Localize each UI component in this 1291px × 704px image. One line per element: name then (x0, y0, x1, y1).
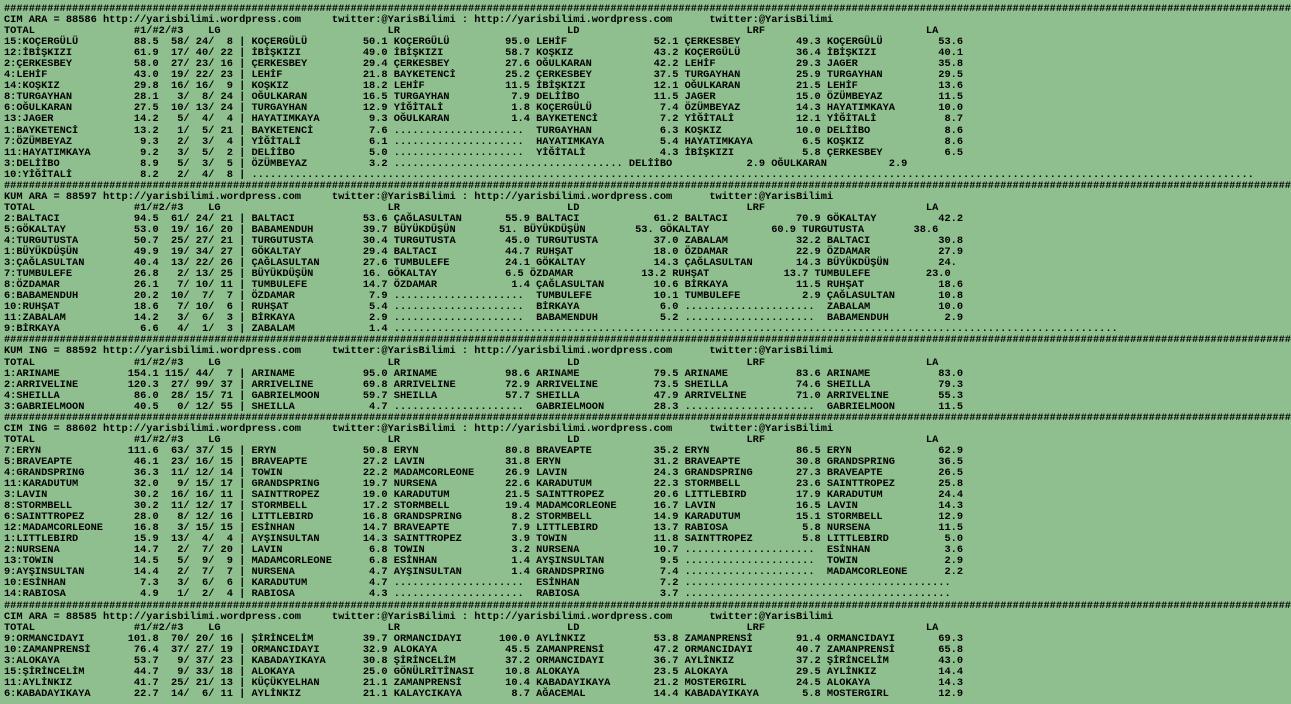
horse-stats-row: 10:YİĞİTALİ 8.2 2/ 4/ 8 | .................................................................................................................................................................. (4, 168, 1254, 181)
horse-stats-row: 4:TURGUTUSTA 50.7 25/ 27/ 21 | TURGUTUSTA 30.4 TURGUTUSTA 45.0 TURGUTUSTA 37.0 ZABALAM 32.2 BALTACI 30.8 (4, 234, 964, 247)
horse-stats-row: 1:BAYKETENCİ 13.2 1/ 5/ 21 | BAYKETENCİ 7.6 ..................... TURGAYHAN 6.3 KOŞKIZ 10.0 DELİİBO 8.6 (4, 124, 964, 137)
race-header-line: CIM ING = 88602 http://yarisbilimi.wordpress.com twitter:@YarisBilimi : http://yarisbilimi.wordpress.com twitter:@YarisBilimi (4, 422, 834, 435)
column-header-line: TOTAL #1/#2/#3 LG LR LD LRF LA (4, 621, 939, 634)
horse-stats-row: 8:ÖZDAMAR 26.1 7/ 10/ 11 | TUMBULEFE 14.7 ÖZDAMAR 1.4 ÇAĞLASULTAN 10.6 BİRKAYA 11.5 RUHŞAT 18.6 (4, 279, 964, 292)
horse-stats-row: 13:JAGER 14.2 5/ 4/ 4 | HAYATIMKAYA 9.3 OĞULKARAN 1.4 BAYKETENCİ 7.2 YİĞİTALİ 12.1 YİĞİTALİ 8.7 (4, 113, 964, 126)
horse-stats-row: 6:KABADAYIKAYA 22.7 14/ 6/ 11 | AYLİNKIZ 21.1 KALAYCIKAYA 8.7 AĞACEMAL 14.4 KABADAYIKAYA 5.8 MOSTERGIRL 12.9 (4, 687, 964, 700)
column-header-line: TOTAL #1/#2/#3 LG LR LD LRF LA (4, 356, 939, 369)
horse-stats-row: 5:GÖKALTAY 53.0 19/ 16/ 20 | BABAMENDUH 39.7 BÜYÜKDÜŞÜN 51. BÜYÜKDÜŞÜN 53. GÖKALTAY 60.9 TURGUTUSTA 38.6 (4, 223, 939, 236)
column-header-line: TOTAL #1/#2/#3 LG LR LD LRF LA (4, 25, 939, 38)
horse-stats-row: 7:ÖZÜMBEYAZ 9.3 2/ 3/ 4 | YİĞİTALİ 6.1 ..................... HAYATIMKAYA 5.4 HAYATIMKAYA 6.5 KOŞKIZ 8.6 (4, 135, 964, 148)
horse-stats-row: 6:OĞULKARAN 27.5 10/ 13/ 24 | TURGAYHAN 12.9 YİĞİTALİ 1.8 KOÇERGÜLÜ 7.4 ÖZÜMBEYAZ 14.3 HAYATIMKAYA 10.0 (4, 102, 964, 115)
horse-stats-row: 7:ERYN 111.6 63/ 37/ 15 | ERYN 50.8 ERYN 80.8 BRAVEAPTE 35.2 ERYN 86.5 ERYN 62.9 (4, 444, 964, 457)
race-header-line: CIM ARA = 88586 http://yarisbilimi.wordpress.com twitter:@YarisBilimi : http://yarisbilimi.wordpress.com twitter:@YarisBilimi (4, 14, 834, 27)
horse-stats-row: 11:AYLİNKIZ 41.7 25/ 21/ 13 | KÜÇÜKYELHAN 21.1 ZAMANPRENSİ 10.4 KABADAYIKAYA 21.2 MOSTERGIRL 24.5 ALOKAYA 14.3 (4, 676, 964, 689)
horse-stats-row: 2:BALTACI 94.5 61/ 24/ 21 | BALTACI 53.6 ÇAĞLASULTAN 55.9 BALTACI 61.2 BALTACI 70.9 GÖKALTAY 42.2 (4, 212, 964, 225)
horse-stats-row: 9:BİRKAYA 6.6 4/ 1/ 3 | ZABALAM 1.4 ..................................................................................................................... (4, 323, 1118, 336)
horse-stats-row: 3:ÇAĞLASULTAN 40.4 13/ 22/ 26 | ÇAĞLASULTAN 27.6 TUMBULEFE 24.1 GÖKALTAY 14.3 ÇAĞLASULTAN 14.3 BÜYÜKDÜŞÜN 24. (4, 257, 957, 270)
horse-stats-row: 2:NURSENA 14.7 2/ 7/ 20 | LAVIN 6.8 TOWIN 3.2 NURSENA 10.7 ..................... ESİNHAN 3.6 (4, 544, 964, 557)
horse-stats-row: 10:RUHŞAT 18.6 7/ 10/ 6 | RUHŞAT 5.4 ..................... BİRKAYA 6.0 ..................... ZABALAM 10.0 (4, 301, 964, 314)
column-header-line: TOTAL #1/#2/#3 LG LR LD LRF LA (4, 201, 939, 214)
race-header-line: KUM ARA = 88597 http://yarisbilimi.wordpress.com twitter:@YarisBilimi : http://yarisbilimi.wordpress.com twitter:@YarisBilimi (4, 190, 834, 203)
section-divider: ################################################################################################################################################################################################################ (4, 3, 1291, 15)
horse-stats-row: 14:RABIOSA 4.9 1/ 2/ 4 | RABIOSA 4.3 ..................... RABIOSA 3.7 ........................................... (4, 588, 951, 601)
horse-stats-row: 2:ARRIVELINE 120.3 27/ 99/ 37 | ARRIVELINE 69.8 ARRIVELINE 72.9 ARRIVELINE 73.5 SHEILLA 74.6 SHEILLA 79.3 (4, 378, 964, 391)
section-divider: ################################################################################################################################################################################################################ (4, 334, 1291, 347)
horse-stats-row: 6:BABAMENDUH 20.2 10/ 7/ 7 | ÖZDAMAR 7.9 ..................... TUMBULEFE 10.1 TUMBULEFE 2.9 ÇAĞLASULTAN 10.8 (4, 290, 964, 303)
race-analysis-report (4, 3, 1291, 704)
horse-stats-row: 15:KOÇERGÜLÜ 88.5 58/ 24/ 8 | KOÇERGÜLÜ 50.1 KOÇERGÜLÜ 95.0 LEHİF 52.1 ÇERKESBEY 49.3 KOÇERGÜLÜ 53.6 (4, 36, 964, 49)
horse-stats-row: 2:ÇERKESBEY 58.0 27/ 23/ 16 | ÇERKESBEY 29.4 ÇERKESBEY 27.6 OĞULKARAN 42.2 LEHİF 29.3 JAGER 35.8 (4, 58, 964, 71)
horse-stats-row: 11:ZABALAM 14.2 3/ 6/ 3 | BİRKAYA 2.9 ..................... BABAMENDUH 5.2 ..................... BABAMENDUH 2.9 (4, 312, 964, 325)
horse-stats-row: 13:TOWIN 14.5 5/ 9/ 9 | MADAMCORLEONE 6.8 ESİNHAN 1.4 AYŞINSULTAN 9.5 ..................... TOWIN 2.9 (4, 555, 964, 568)
race-header-line: CIM ARA = 88585 http://yarisbilimi.wordpress.com twitter:@YarisBilimi : http://yarisbilimi.wordpress.com twitter:@YarisBilimi (4, 610, 834, 623)
section-divider: ################################################################################################################################################################################################################ (4, 599, 1291, 612)
horse-stats-row: 15:ŞİRİNCELİM 44.7 9/ 33/ 18 | ALOKAYA 25.0 GÖNÜLRİTİNASI 10.8 ALOKAYA 23.5 ALOKAYA 29.5 AYLİNKIZ 14.4 (4, 665, 964, 678)
section-divider: ################################################################################################################################################################################################################ (4, 411, 1291, 424)
horse-stats-row: 9:ORMANCIDAYI 101.8 70/ 20/ 16 | ŞİRİNCELİM 39.7 ORMANCIDAYI 100.0 AYLİNKIZ 53.8 ZAMANPRENSİ 91.4 ORMANCIDAYI 69.3 (4, 632, 964, 645)
horse-stats-row: 14:KOŞKIZ 29.8 16/ 16/ 9 | KOŞKIZ 18.2 LEHİF 11.5 İBİŞKIZI 12.1 OĞULKARAN 21.5 LEHİF 13.6 (4, 80, 964, 93)
horse-stats-row: 10:ESİNHAN 7.3 3/ 6/ 6 | KARADUTUM 4.7 ..................... ESİNHAN 7.2 ........................................... (4, 577, 951, 590)
horse-stats-row: 10:ZAMANPRENSİ 76.4 37/ 27/ 19 | ORMANCIDAYI 32.9 ALOKAYA 45.5 ZAMANPRENSİ 47.2 ORMANCIDAYI 40.7 ZAMANPRENSİ 65.8 (4, 643, 964, 656)
horse-stats-row: 4:GRANDSPRING 36.3 11/ 12/ 14 | TOWIN 22.2 MADAMCORLEONE 26.9 LAVIN 24.3 GRANDSPRING 27.3 BRAVEAPTE 26.5 (4, 466, 964, 479)
horse-stats-row: 3:DELİİBO 8.9 5/ 3/ 5 | ÖZÜMBEYAZ 3.2 ..................................... DELİİBO 2.9 OĞULKARAN 2.9 (4, 157, 908, 170)
column-header-line: TOTAL #1/#2/#3 LG LR LD LRF LA (4, 433, 939, 446)
horse-stats-row: 1:ARINAME 154.1 115/ 44/ 7 | ARINAME 95.0 ARINAME 98.6 ARINAME 79.5 ARINAME 83.6 ARINAME 83.0 (4, 367, 964, 380)
horse-stats-row: 3:GABRIELMOON 40.5 0/ 12/ 55 | SHEILLA 4.7 ..................... GABRIELMOON 28.3 ..................... GABRIELMOON 11.5 (4, 400, 964, 413)
horse-stats-row: 9:AYŞINSULTAN 14.4 2/ 7/ 7 | NURSENA 4.7 AYŞINSULTAN 1.4 GRANDSPRING 7.4 ..................... MADAMCORLEONE 2.2 (4, 566, 964, 579)
horse-stats-row: 11:HAYATIMKAYA 9.2 3/ 5/ 2 | DELİİBO 5.0 ..................... YİĞİTALİ 4.3 İBİŞKIZI 5.8 ÇERKESBEY 6.5 (4, 146, 964, 159)
horse-stats-row: 11:KARADUTUM 32.0 9/ 15/ 17 | GRANDSPRING 19.7 NURSENA 22.6 KARADUTUM 22.3 STORMBELL 23.6 SAINTTROPEZ 25.8 (4, 478, 964, 491)
horse-stats-row: 12:İBİŞKIZI 61.9 17/ 40/ 22 | İBİŞKIZI 49.0 İBİŞKIZI 58.7 KOŞKIZ 43.2 KOÇERGÜLÜ 36.4 İBİŞKIZI 40.1 (4, 47, 964, 60)
horse-stats-row: 3:ALOKAYA 53.7 9/ 37/ 23 | KABADAYIKAYA 30.8 ŞİRİNCELİM 37.2 ORMANCIDAYI 36.7 AYLİNKIZ 37.2 ŞİRİNCELİM 43.0 (4, 654, 964, 667)
horse-stats-row: 4:LEHİF 43.0 19/ 22/ 23 | LEHİF 21.8 BAYKETENCİ 25.2 ÇERKESBEY 37.5 TURGAYHAN 25.9 TURGAYHAN 29.5 (4, 69, 964, 82)
horse-stats-row: 6:SAINTTROPEZ 28.0 8/ 12/ 16 | LITTLEBIRD 16.8 GRANDSPRING 8.2 STORMBELL 14.9 KARADUTUM 15.1 STORMBELL 12.9 (4, 511, 964, 524)
horse-stats-row: 8:STORMBELL 30.2 11/ 12/ 17 | STORMBELL 17.2 STORMBELL 19.4 MADAMCORLEONE 16.7 LAVIN 16.5 LAVIN 14.3 (4, 500, 964, 513)
horse-stats-row: 1:LITTLEBIRD 15.9 13/ 4/ 4 | AYŞINSULTAN 14.3 SAINTTROPEZ 3.9 TOWIN 11.8 SAINTTROPEZ 5.8 LITTLEBIRD 5.0 (4, 533, 964, 546)
race-header-line: KUM ING = 88592 http://yarisbilimi.wordpress.com twitter:@YarisBilimi : http://yarisbilimi.wordpress.com twitter:@YarisBilimi (4, 345, 834, 358)
horse-stats-row: 8:TURGAYHAN 28.1 3/ 8/ 24 | OĞULKARAN 16.5 TURGAYHAN 7.9 DELİİBO 11.5 JAGER 15.0 ÖZÜMBEYAZ 11.5 (4, 91, 964, 104)
horse-stats-row: 12:MADAMCORLEONE 16.8 3/ 15/ 15 | ESİNHAN 14.7 BRAVEAPTE 7.9 LITTLEBIRD 13.7 RABIOSA 5.8 NURSENA 11.5 (4, 522, 964, 535)
horse-stats-row: 5:BRAVEAPTE 46.1 23/ 16/ 15 | BRAVEAPTE 27.2 LAVIN 31.8 ERYN 31.2 BRAVEAPTE 30.8 GRANDSPRING 36.5 (4, 455, 964, 468)
section-divider: ################################################################################################################################################################################################################ (4, 179, 1291, 192)
horse-stats-row: 3:LAVIN 30.2 16/ 16/ 11 | SAINTTROPEZ 19.0 KARADUTUM 21.5 SAINTTROPEZ 20.6 LITTLEBIRD 17.9 KARADUTUM 24.4 (4, 489, 964, 502)
horse-stats-row: 4:SHEILLA 86.0 28/ 15/ 71 | GABRIELMOON 59.7 SHEILLA 57.7 SHEILLA 47.9 ARRIVELINE 71.0 ARRIVELINE 55.3 (4, 389, 964, 402)
horse-stats-row: 7:TUMBULEFE 26.8 2/ 13/ 25 | BÜYÜKDÜŞÜN 16. GÖKALTAY 6.5 ÖZDAMAR 13.2 RUHŞAT 13.7 TUMBULEFE 23.0 (4, 268, 951, 281)
horse-stats-row: 1:BÜYÜKDÜŞÜN 49.9 19/ 34/ 27 | GÖKALTAY 29.4 BALTACI 44.7 RUHŞAT 18.0 ÖZDAMAR 22.9 ÖZDAMAR 27.9 (4, 246, 964, 259)
